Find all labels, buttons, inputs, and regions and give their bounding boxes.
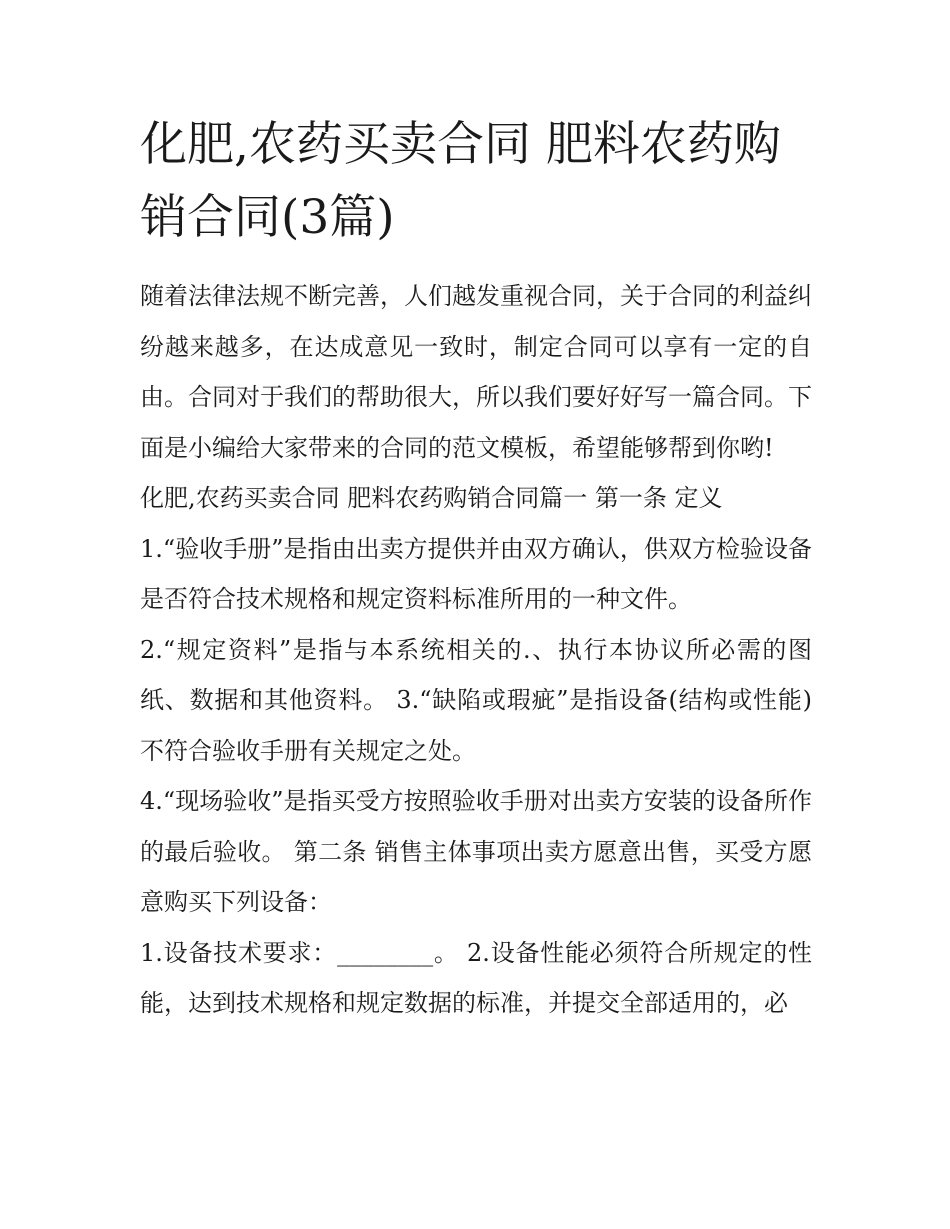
paragraph-equipment-requirements: 1.设备技术要求：________。 2.设备性能必须符合所规定的性能，达到技术规格和规定数据的标准，并提交全部适用的，必 (140, 938, 812, 1017)
document-body (140, 271, 812, 1029)
paragraph-definition-2-3: 2.“规定资料”是指与本系统相关的.、执行本协议所必需的图纸、数据和其他资料。 3.“缺陷或瑕疵”是指设备(结构或性能)不符合验收手册有关规定之处。 (140, 635, 812, 765)
document-page (140, 108, 812, 1029)
document-title: 化肥,农药买卖合同 肥料农药购销合同(3篇) (140, 117, 781, 245)
paragraph-intro: 随着法律法规不断完善，人们越发重视合同，关于合同的利益纠纷越来越多，在达成意见一致时，制定合同可以享有一定的自由。合同对于我们的帮助很大，所以我们要好好写一篇合同。下面是小编给大家带来的合同的范文模板，希望能够帮到你哟! (140, 282, 812, 462)
paragraph-definition-1: 1.“验收手册”是指由出卖方提供并由双方确认，供双方检验设备是否符合技术规格和规定资料标准所用的一种文件。 (140, 534, 812, 613)
paragraph-section-heading: 化肥,农药买卖合同 肥料农药购销合同篇一 第一条 定义 (140, 484, 723, 512)
paragraph-definition-4: 4.“现场验收”是指买受方按照验收手册对出卖方安装的设备所作的最后验收。 第二条 销售主体事项出卖方愿意出售，买受方愿意购买下列设备： (140, 787, 812, 916)
